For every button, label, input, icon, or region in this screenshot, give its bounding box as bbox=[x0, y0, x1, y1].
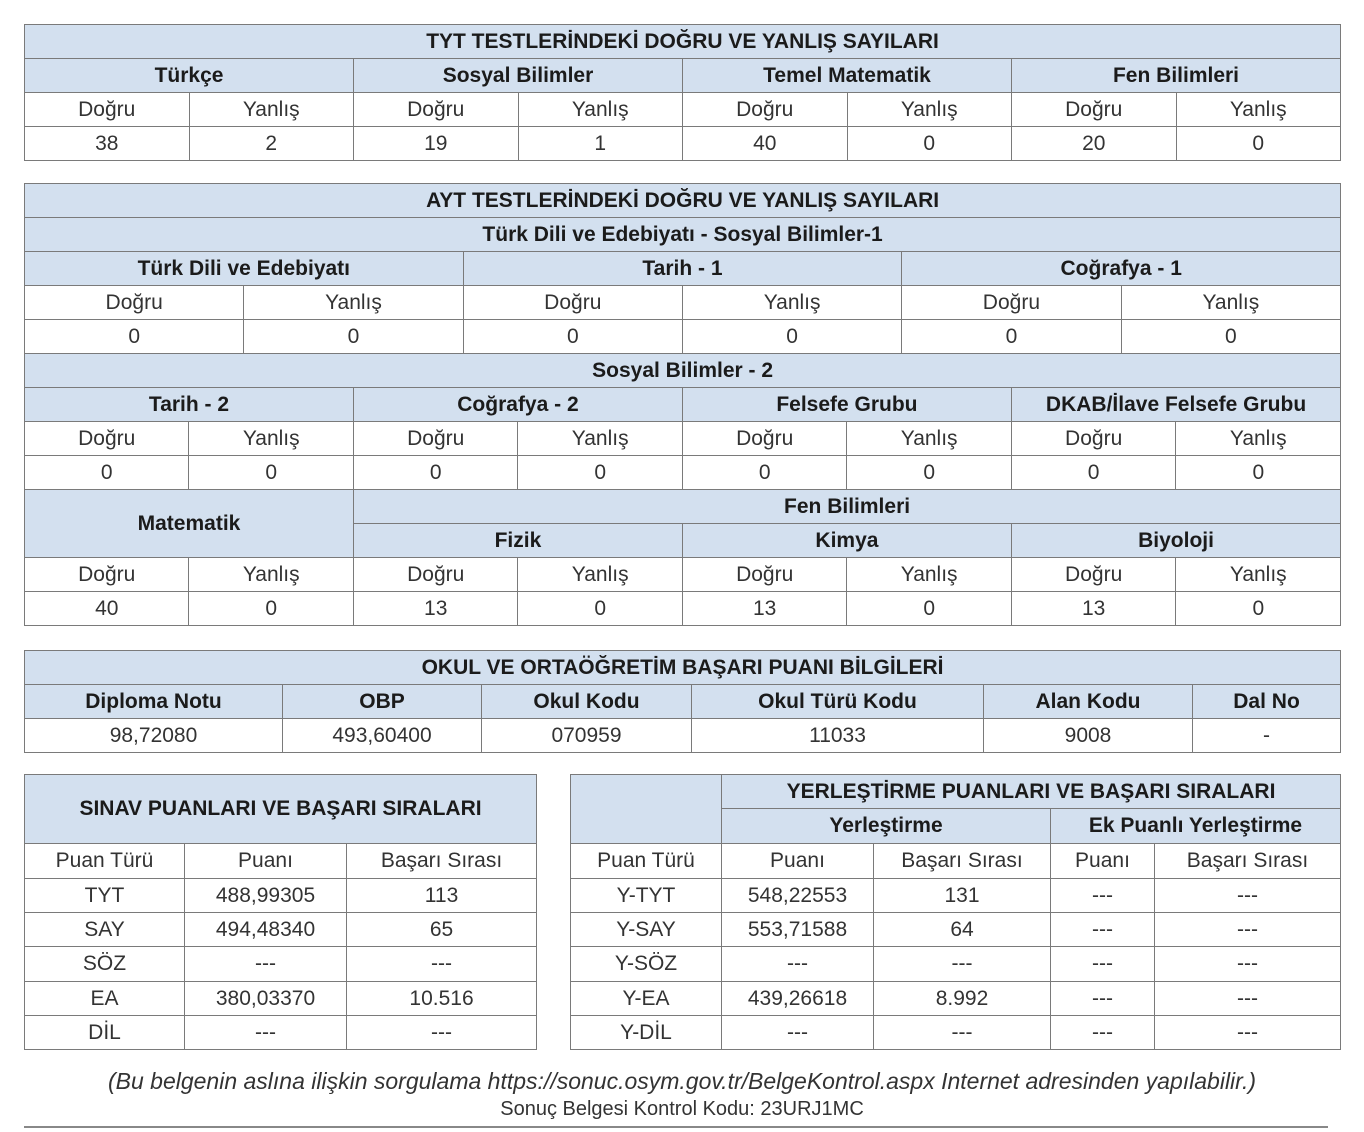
ayt-value: 0 bbox=[1176, 592, 1341, 626]
yer-row-ek-puan: --- bbox=[1051, 982, 1155, 1016]
yanlis-label: Yanlış bbox=[1176, 422, 1341, 456]
ayt-fen-title: Fen Bilimleri bbox=[353, 490, 1340, 524]
yer-row-sira: 64 bbox=[874, 913, 1051, 947]
yer-header-puan: Puanı bbox=[722, 844, 874, 879]
dogru-label: Doğru bbox=[25, 286, 244, 320]
yer-row-puan: 553,71588 bbox=[722, 913, 874, 947]
ayt-value: 0 bbox=[682, 320, 901, 354]
ayt-value: 0 bbox=[847, 592, 1011, 626]
tyt-value: 19 bbox=[354, 127, 519, 161]
ayt-value: 0 bbox=[902, 320, 1121, 354]
dogru-label: Doğru bbox=[25, 422, 189, 456]
ayt-value: 0 bbox=[682, 456, 846, 490]
yanlis-label: Yanlış bbox=[1121, 286, 1341, 320]
sinav-row-puan: 494,48340 bbox=[185, 913, 347, 947]
sinav-header-tur: Puan Türü bbox=[25, 844, 185, 879]
yer-row-puan: --- bbox=[722, 947, 874, 982]
tyt-value: 2 bbox=[189, 127, 354, 161]
tyt-value: 0 bbox=[847, 127, 1012, 161]
okul-header-obp: OBP bbox=[283, 685, 482, 719]
sinav-title: SINAV PUANLARI VE BAŞARI SIRALARI bbox=[25, 775, 537, 844]
tyt-table bbox=[24, 24, 1341, 161]
okul-header-alan-kodu: Alan Kodu bbox=[984, 685, 1193, 719]
ayt-value: 0 bbox=[189, 456, 353, 490]
bottom-divider bbox=[24, 1126, 1328, 1128]
yanlis-label: Yanlış bbox=[518, 422, 682, 456]
tyt-value: 38 bbox=[25, 127, 190, 161]
tyt-subject-matematik: Temel Matematik bbox=[683, 59, 1012, 93]
okul-value-obp: 493,60400 bbox=[283, 719, 482, 753]
ayt-value: 0 bbox=[25, 456, 189, 490]
yerlestirme-title: YERLEŞTİRME PUANLARI VE BAŞARI SIRALARI bbox=[722, 775, 1341, 809]
dogru-label: Doğru bbox=[682, 422, 846, 456]
ayt-subject-felsefe: Felsefe Grubu bbox=[682, 388, 1011, 422]
yer-row-tur: Y-DİL bbox=[571, 1016, 722, 1050]
ayt-value: 0 bbox=[189, 592, 353, 626]
tyt-value: 20 bbox=[1012, 127, 1177, 161]
yer-row-ek-puan: --- bbox=[1051, 913, 1155, 947]
yer-row-sira: 131 bbox=[874, 879, 1051, 913]
dogru-label: Doğru bbox=[902, 286, 1121, 320]
yer-row-tur: Y-TYT bbox=[571, 879, 722, 913]
ayt-value: 0 bbox=[1121, 320, 1341, 354]
sinav-header-puan: Puanı bbox=[185, 844, 347, 879]
tyt-value: 1 bbox=[518, 127, 683, 161]
yer-row-sira: --- bbox=[874, 947, 1051, 982]
tyt-value: 0 bbox=[1176, 127, 1341, 161]
ayt-value: 40 bbox=[25, 592, 189, 626]
dogru-label: Doğru bbox=[353, 422, 517, 456]
ayt-group1-title: Türk Dili ve Edebiyatı - Sosyal Bilimler-1 bbox=[25, 218, 1341, 252]
sinav-row-tur: SÖZ bbox=[25, 947, 185, 982]
okul-header-okul-turu: Okul Türü Kodu bbox=[692, 685, 984, 719]
okul-header-diploma: Diploma Notu bbox=[25, 685, 283, 719]
yanlis-label: Yanlış bbox=[518, 558, 682, 592]
yanlis-label: Yanlış bbox=[189, 422, 353, 456]
yer-row-ek-sira: --- bbox=[1155, 982, 1341, 1016]
verification-note: (Bu belgenin aslına ilişkin sorgulama https://sonuc.osym.gov.tr/BelgeKontrol.aspx Internet adresinden yapılabilir.) bbox=[107, 1068, 1257, 1094]
okul-value-okul-kodu: 070959 bbox=[482, 719, 692, 753]
okul-value-okul-turu: 11033 bbox=[692, 719, 984, 753]
ayt-subject-tarih2: Tarih - 2 bbox=[25, 388, 354, 422]
okul-header-okul-kodu: Okul Kodu bbox=[482, 685, 692, 719]
ayt-title: AYT TESTLERİNDEKİ DOĞRU VE YANLIŞ SAYILARI bbox=[25, 184, 1341, 218]
okul-header-dal-no: Dal No bbox=[1193, 685, 1341, 719]
sinav-row-tur: SAY bbox=[25, 913, 185, 947]
dogru-label: Doğru bbox=[683, 93, 848, 127]
ayt-value: 0 bbox=[518, 456, 682, 490]
yerlestirme-sub-ek: Ek Puanlı Yerleştirme bbox=[1051, 809, 1341, 844]
yanlis-label: Yanlış bbox=[518, 93, 683, 127]
yanlis-label: Yanlış bbox=[847, 422, 1011, 456]
yer-row-puan: 548,22553 bbox=[722, 879, 874, 913]
yanlis-label: Yanlış bbox=[1176, 558, 1341, 592]
yer-row-tur: Y-SÖZ bbox=[571, 947, 722, 982]
ayt-value: 0 bbox=[353, 456, 517, 490]
yer-row-tur: Y-SAY bbox=[571, 913, 722, 947]
dogru-label: Doğru bbox=[353, 558, 517, 592]
yer-row-ek-sira: --- bbox=[1155, 947, 1341, 982]
yer-header-tur: Puan Türü bbox=[571, 844, 722, 879]
yerlestirme-sub-yer: Yerleştirme bbox=[722, 809, 1051, 844]
dogru-label: Doğru bbox=[25, 558, 189, 592]
dogru-label: Doğru bbox=[463, 286, 682, 320]
dogru-label: Doğru bbox=[682, 558, 846, 592]
okul-title: OKUL VE ORTAÖĞRETİM BAŞARI PUANI BİLGİLERİ bbox=[25, 651, 1341, 685]
sinav-row-puan: --- bbox=[185, 1016, 347, 1050]
sinav-row-puan: 380,03370 bbox=[185, 982, 347, 1016]
okul-value-alan-kodu: 9008 bbox=[984, 719, 1193, 753]
yer-row-puan: --- bbox=[722, 1016, 874, 1050]
yer-row-ek-puan: --- bbox=[1051, 879, 1155, 913]
dogru-label: Doğru bbox=[1011, 558, 1175, 592]
sinav-row-sira: --- bbox=[347, 1016, 537, 1050]
okul-table bbox=[24, 650, 1341, 753]
yanlis-label: Yanlış bbox=[847, 93, 1012, 127]
ayt-subject-edebiyat: Türk Dili ve Edebiyatı bbox=[25, 252, 464, 286]
ayt-subject-tarih1: Tarih - 1 bbox=[463, 252, 902, 286]
yer-row-tur: Y-EA bbox=[571, 982, 722, 1016]
ayt-subject-dkab: DKAB/İlave Felsefe Grubu bbox=[1011, 388, 1340, 422]
ayt-value: 13 bbox=[1011, 592, 1175, 626]
yanlis-label: Yanlış bbox=[847, 558, 1011, 592]
ayt-subject-cografya2: Coğrafya - 2 bbox=[353, 388, 682, 422]
ayt-table bbox=[24, 183, 1341, 626]
ayt-subject-biyoloji: Biyoloji bbox=[1011, 524, 1340, 558]
sinav-row-tur: DİL bbox=[25, 1016, 185, 1050]
sinav-row-tur: TYT bbox=[25, 879, 185, 913]
ayt-value: 13 bbox=[353, 592, 517, 626]
yerlestirme-table bbox=[570, 774, 1341, 1050]
yer-header-ek-puan: Puanı bbox=[1051, 844, 1155, 879]
ayt-subject-kimya: Kimya bbox=[682, 524, 1011, 558]
sinav-row-sira: --- bbox=[347, 947, 537, 982]
sinav-row-puan: --- bbox=[185, 947, 347, 982]
control-code: Sonuç Belgesi Kontrol Kodu: 23URJ1MC bbox=[500, 1098, 864, 1120]
dogru-label: Doğru bbox=[1011, 422, 1175, 456]
ayt-value: 0 bbox=[244, 320, 463, 354]
ayt-value: 0 bbox=[25, 320, 244, 354]
yanlis-label: Yanlış bbox=[244, 286, 463, 320]
ayt-value: 0 bbox=[1011, 456, 1175, 490]
sinav-row-puan: 488,99305 bbox=[185, 879, 347, 913]
ayt-subject-fizik: Fizik bbox=[353, 524, 682, 558]
sinav-header-sira: Başarı Sırası bbox=[347, 844, 537, 879]
yer-header-sira: Başarı Sırası bbox=[874, 844, 1051, 879]
yer-row-puan: 439,26618 bbox=[722, 982, 874, 1016]
tyt-subject-fen: Fen Bilimleri bbox=[1012, 59, 1341, 93]
yer-row-ek-puan: --- bbox=[1051, 1016, 1155, 1050]
yer-row-ek-puan: --- bbox=[1051, 947, 1155, 982]
yanlis-label: Yanlış bbox=[682, 286, 901, 320]
okul-value-dal-no: - bbox=[1193, 719, 1341, 753]
dogru-label: Doğru bbox=[1012, 93, 1177, 127]
sinav-row-sira: 113 bbox=[347, 879, 537, 913]
dogru-label: Doğru bbox=[25, 93, 190, 127]
ayt-value: 0 bbox=[847, 456, 1011, 490]
yer-row-ek-sira: --- bbox=[1155, 913, 1341, 947]
sinav-row-sira: 65 bbox=[347, 913, 537, 947]
ayt-value: 0 bbox=[463, 320, 682, 354]
yer-row-ek-sira: --- bbox=[1155, 879, 1341, 913]
yer-row-ek-sira: --- bbox=[1155, 1016, 1341, 1050]
sinav-table bbox=[24, 774, 537, 1050]
yerlestirme-corner bbox=[571, 775, 722, 844]
ayt-value: 0 bbox=[1176, 456, 1341, 490]
tyt-title: TYT TESTLERİNDEKİ DOĞRU VE YANLIŞ SAYILARI bbox=[25, 25, 1341, 59]
ayt-value: 0 bbox=[518, 592, 682, 626]
ayt-subject-cografya1: Coğrafya - 1 bbox=[902, 252, 1341, 286]
yanlis-label: Yanlış bbox=[1176, 93, 1341, 127]
tyt-subject-sosyal: Sosyal Bilimler bbox=[354, 59, 683, 93]
tyt-value: 40 bbox=[683, 127, 848, 161]
yer-row-sira: 8.992 bbox=[874, 982, 1051, 1016]
yer-row-sira: --- bbox=[874, 1016, 1051, 1050]
sinav-row-sira: 10.516 bbox=[347, 982, 537, 1016]
dogru-label: Doğru bbox=[354, 93, 519, 127]
ayt-group2-title: Sosyal Bilimler - 2 bbox=[25, 354, 1341, 388]
yer-header-ek-sira: Başarı Sırası bbox=[1155, 844, 1341, 879]
sinav-row-tur: EA bbox=[25, 982, 185, 1016]
tyt-subject-turkce: Türkçe bbox=[25, 59, 354, 93]
ayt-subject-matematik: Matematik bbox=[25, 490, 354, 558]
yanlis-label: Yanlış bbox=[189, 93, 354, 127]
ayt-value: 13 bbox=[682, 592, 846, 626]
yanlis-label: Yanlış bbox=[189, 558, 353, 592]
okul-value-diploma: 98,72080 bbox=[25, 719, 283, 753]
